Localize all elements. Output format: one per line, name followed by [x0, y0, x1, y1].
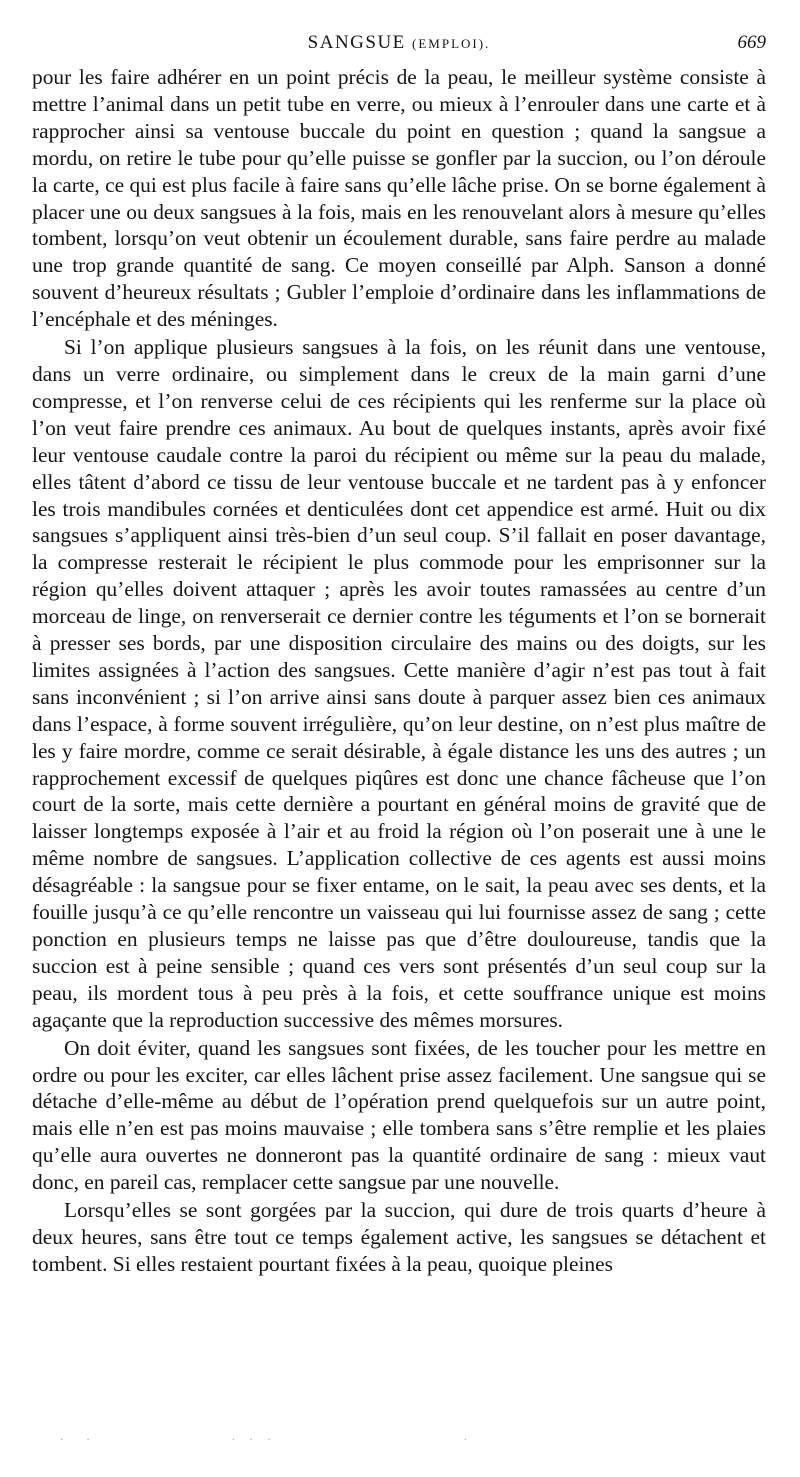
body-text [32, 64, 766, 1278]
scan-noise: · · · · · · [60, 1438, 473, 1444]
running-title [32, 32, 766, 55]
paragraph: Si l’on applique plusieurs sangsues à la fois, on les réunit dans une ventouse, dans un verre ordinaire, ou simplement dans le creux de la main garni d’une compresse, et l’on renverse celui de ces récipients qui les renferme sur la place où l’on veut faire prendre ces animaux. Au bout de quelques instants, après avoir fixé leur ventouse caudale contre la paroi du récipient ou même sur la peau du malade, elles tâtent d’abord ce tissu de leur ventouse buccale et ne tardent pas à y enfoncer les trois mandibules cornées et denticulées dont cet appendice est armé. Huit ou dix sangsues s’appliquent ainsi très-bien d’un seul coup. S’il fallait en poser davantage, la compresse resterait le récipient le plus commode pour les emprisonner sur la région qu’elles doivent attaquer ; après les avoir toutes ramassées au centre d’un morceau de linge, on renverserait ce dernier contre les téguments et l’on se bornerait à presser ses bords, par une disposition circulaire des mains ou des doigts, sur les limites assignées à l’action des sangsues. Cette manière d’agir n’est pas tout à fait sans inconvénient ; si l’on arrive ainsi sans doute à parquer assez bien ces animaux dans l’espace, à forme souvent irrégulière, qu’on leur destine, on n’est plus maître de les y faire mordre, comme ce serait désirable, à égale distance les uns des autres ; un rapprochement excessif de quelques piqûres est donc une chance fâcheuse que l’on court de la sorte, mais cette dernière a pourtant en général moins de gravité que de laisser longtemps exposée à l’air et au froid la région où l’on poserait une à une le même nombre de sangsues. L’application collective de ces agents est aussi moins désagréable : la sangsue pour se fixer entame, on le sait, la peau avec ses dents, et la fouille jusqu’à ce qu’elle rencontre un vaisseau qui lui fournisse assez de sang ; cette ponction en plusieurs temps ne laisse pas que d’être douloureuse, tandis que la succion est à peine sensible ; quand ces vers sont présentés d’un seul coup sur la peau, ils mordent tous à peu près à la fois, et cette souffrance unique est moins agaçante que la reproduction successive des mêmes morsures. [32, 335, 766, 1032]
running-title-subtitle: (EMPLOI). [412, 36, 491, 51]
running-title-main: SANGSUE [307, 32, 406, 53]
paragraph-continued: pour les faire adhérer en un point précis de la peau, le meilleur système consiste à mettre l’animal dans un petit tube en verre, ou mieux à l’enrouler dans une carte et à rapprocher ainsi sa ventouse buccale du point en question ; quand la sangsue a mordu, on retire le tube pour qu’elle puisse se gonfler par la succion, ou l’on déroule la carte, ce qui est plus facile à faire sans qu’elle lâche prise. On se borne également à placer une ou deux sangsues à la fois, mais en les renouvelant alors à mesure qu’elles tombent, lorsqu’on veut obtenir un écoulement durable, sans faire perdre au malade une trop grande quantité de sang. Ce moyen conseillé par Alph. Sanson a donné souvent d’heureux résultats ; Gubler l’emploie d’ordinaire dans les inflammations de l’encéphale et des méninges. [32, 65, 766, 332]
page-number: 669 [737, 32, 766, 53]
paragraph: Lorsqu’elles se sont gorgées par la succion, qui dure de trois quarts d’heure à deux heures, sans être tout ce temps également active, les sangsues se détachent et tombent. Si elles restaient pourtant fixées à la peau, quoique pleines [32, 1198, 766, 1276]
running-head [32, 32, 766, 64]
paragraph: On doit éviter, quand les sangsues sont fixées, de les toucher pour les mettre en ordre ou pour les exciter, car elles lâchent prise assez facilement. Une sangsue qui se détache d’elle-même au début de l’opération prend quelquefois sur un autre point, mais elle n’en est pas moins mauvaise ; elle tombera sans s’être remplie et les plaies qu’elle aura ouvertes ne donneront pas la quantité ordinaire de sang : mieux vaut donc, en pareil cas, remplacer cette sangsue par une nouvelle. [32, 1035, 766, 1195]
